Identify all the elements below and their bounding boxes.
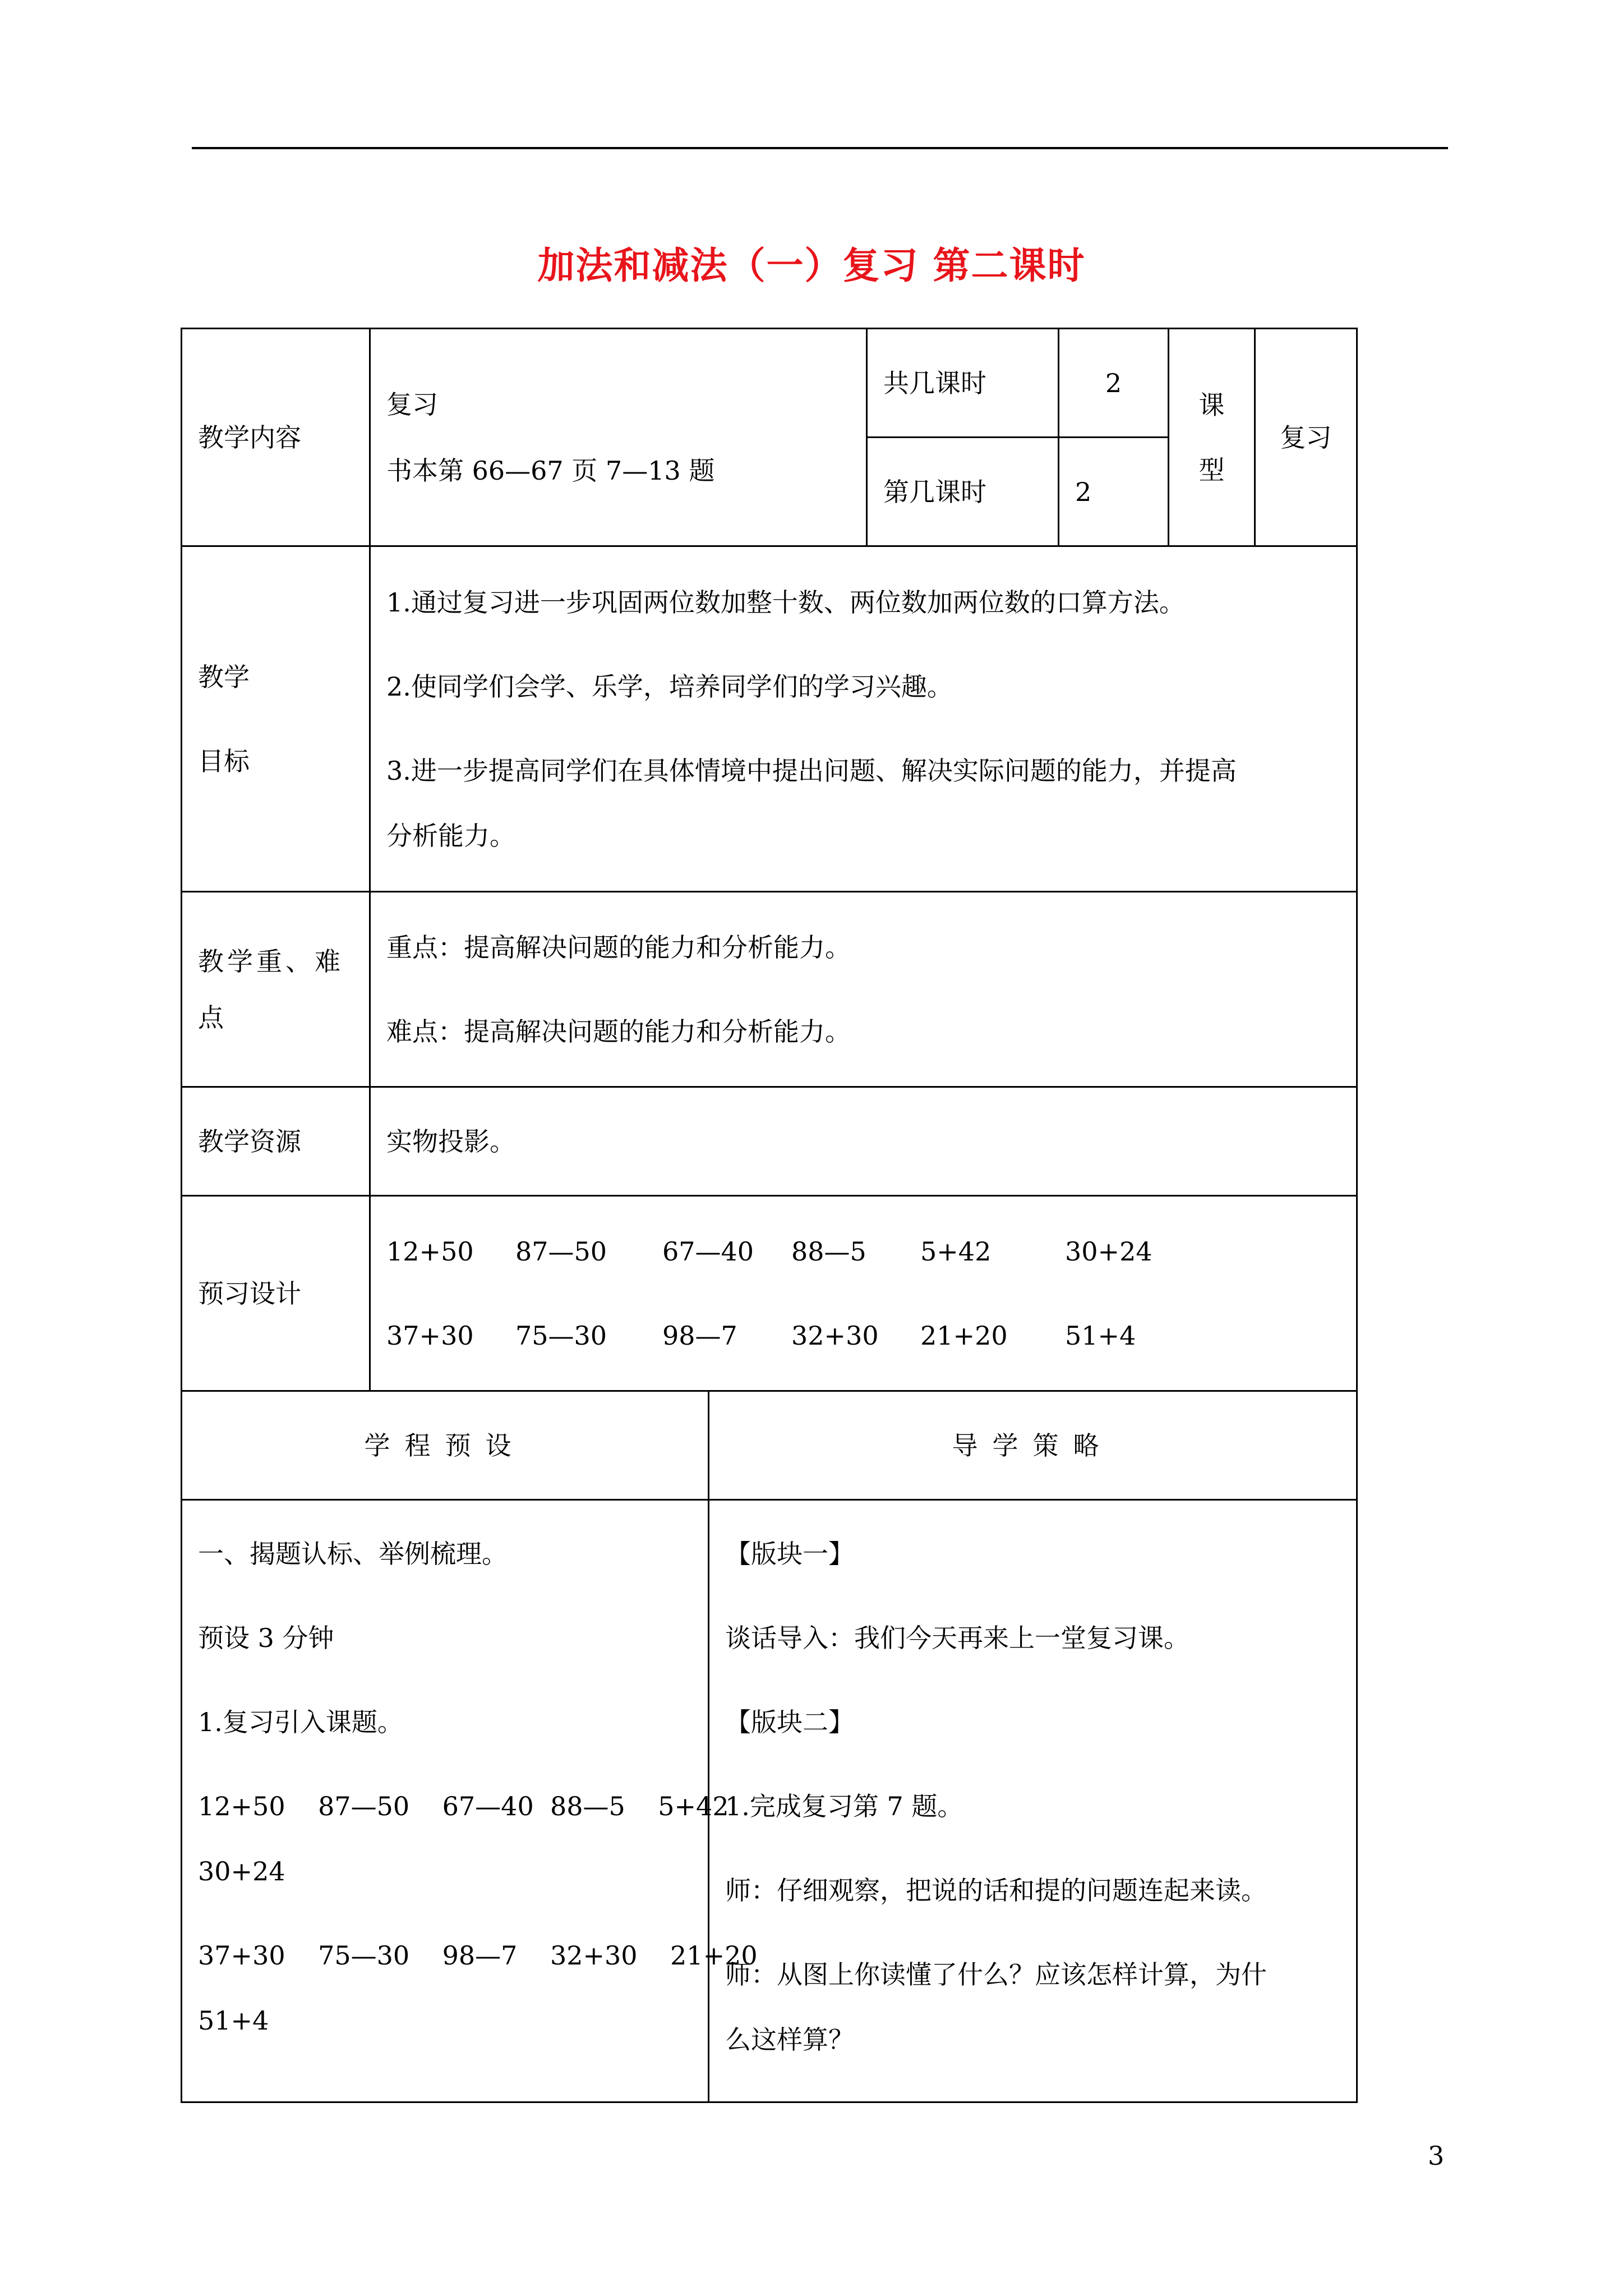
difficult-point: 难点：提高解决问题的能力和分析能力。 xyxy=(386,1016,851,1047)
key-points-label-1: 教学重、难 xyxy=(198,946,344,977)
right-header: 导学策略 xyxy=(952,1430,1114,1461)
content-label-cell xyxy=(182,329,370,546)
period-no-value-cell xyxy=(1059,438,1169,546)
goals-label-cell xyxy=(182,546,370,892)
content-cell xyxy=(370,329,867,546)
preview-item: 67—40 xyxy=(662,1236,754,1267)
goal-3-continued: 分析能力。 xyxy=(386,820,515,851)
right-header-cell xyxy=(709,1391,1357,1500)
goal-1: 1.通过复习进一步巩固两位数加整十数、两位数加两位数的口算方法。 xyxy=(386,587,1185,618)
type-label-cell xyxy=(1169,329,1255,546)
preview-item: 21+20 xyxy=(920,1320,1008,1351)
right-line-7: 么这样算？ xyxy=(725,2024,854,2055)
preview-item: 88—5 xyxy=(791,1236,866,1267)
key-point: 重点：提高解决问题的能力和分析能力。 xyxy=(386,932,851,963)
lesson-info-table xyxy=(181,328,1358,1392)
resources-value: 实物投影。 xyxy=(386,1126,515,1157)
period-no-label: 第几课时 xyxy=(883,476,986,507)
key-points-cell xyxy=(370,892,1357,1087)
left-line-6: 37+30 75—30 98—7 32+30 21+20 xyxy=(198,1940,758,1971)
preview-row-2 xyxy=(386,1320,1340,1351)
preview-item: 87—50 xyxy=(515,1236,607,1267)
left-line-1: 一、揭题认标、举例梳理。 xyxy=(198,1539,508,1569)
right-content-cell xyxy=(709,1500,1357,2102)
learning-process-table xyxy=(181,1390,1358,2103)
preview-cell xyxy=(370,1196,1357,1391)
goal-2: 2.使同学们会学、乐学，培养同学们的学习兴趣。 xyxy=(386,671,953,702)
resources-label-cell xyxy=(182,1087,370,1196)
right-line-4: 1.完成复习第 7 题。 xyxy=(725,1791,963,1821)
document-title: 加法和减法（一）复习 第二课时 xyxy=(537,243,1086,287)
right-line-3: 【版块二】 xyxy=(725,1707,854,1737)
content-line-1: 复习 xyxy=(386,389,438,420)
goals-label-1: 教学 xyxy=(198,661,250,692)
content-label: 教学内容 xyxy=(198,422,301,453)
goals-cell xyxy=(370,546,1357,892)
preview-row-1 xyxy=(386,1236,1340,1267)
preview-item: 12+50 xyxy=(386,1236,474,1267)
period-no-label-cell xyxy=(867,438,1059,546)
resources-label: 教学资源 xyxy=(198,1126,301,1157)
preview-item: 30+24 xyxy=(1065,1236,1152,1267)
resources-cell xyxy=(370,1087,1357,1196)
preview-item: 75—30 xyxy=(515,1320,607,1351)
key-points-label-cell xyxy=(182,892,370,1087)
preview-item: 51+4 xyxy=(1065,1320,1136,1351)
left-line-3: 1.复习引入课题。 xyxy=(198,1707,403,1737)
left-content-cell xyxy=(182,1500,758,2102)
right-line-5: 师：仔细观察，把说的话和提的问题连起来读。 xyxy=(725,1875,1267,1906)
preview-label: 预习设计 xyxy=(198,1278,301,1309)
left-line-7: 51+4 xyxy=(198,2005,269,2036)
page-number: 3 xyxy=(1428,2141,1445,2171)
left-line-4: 12+50 87—50 67—40 88—5 5+42 xyxy=(198,1791,729,1821)
preview-item: 5+42 xyxy=(920,1236,992,1267)
total-periods-label-cell xyxy=(867,329,1059,438)
left-header: 学程预设 xyxy=(364,1430,526,1461)
total-periods-label: 共几课时 xyxy=(883,367,986,398)
preview-item: 37+30 xyxy=(386,1320,474,1351)
type-value-cell xyxy=(1255,329,1357,546)
right-line-1: 【版块一】 xyxy=(725,1539,854,1569)
type-value: 复习 xyxy=(1280,422,1332,453)
type-label-2: 型 xyxy=(1198,454,1225,485)
left-header-cell xyxy=(182,1391,709,1500)
type-label-1: 课 xyxy=(1198,389,1225,420)
key-points-label-2: 点 xyxy=(198,1002,224,1033)
preview-label-cell xyxy=(182,1196,370,1391)
total-periods-value-cell xyxy=(1059,329,1169,438)
goals-label-2: 目标 xyxy=(198,746,250,776)
preview-item: 98—7 xyxy=(662,1320,737,1351)
right-line-2: 谈话导入：我们今天再来上一堂复习课。 xyxy=(725,1623,1189,1653)
left-line-2: 预设 3 分钟 xyxy=(198,1623,334,1653)
period-no-value: 2 xyxy=(1075,476,1092,507)
total-periods-value: 2 xyxy=(1105,367,1122,398)
preview-item: 32+30 xyxy=(791,1320,879,1351)
right-line-6: 师：从图上你读懂了什么？应该怎样计算，为什 xyxy=(725,1959,1267,1990)
goal-3: 3.进一步提高同学们在具体情境中提出问题、解决实际问题的能力，并提高 xyxy=(386,755,1237,786)
header-rule xyxy=(192,147,1448,149)
left-line-5: 30+24 xyxy=(198,1856,285,1887)
content-line-2: 书本第 66—67 页 7—13 题 xyxy=(386,455,715,486)
